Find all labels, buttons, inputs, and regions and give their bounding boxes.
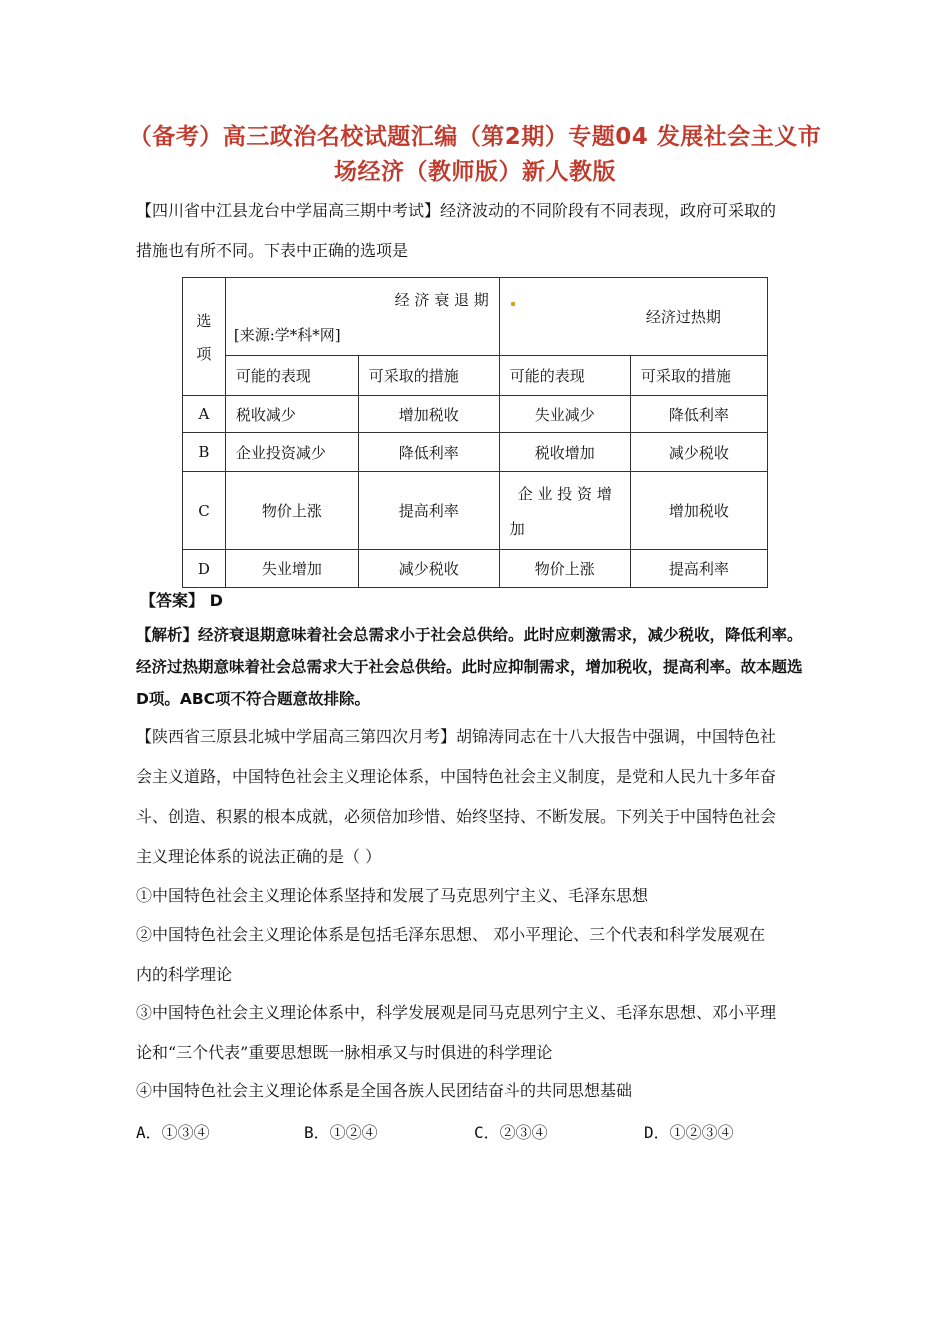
cell: 增加税收 (630, 472, 767, 550)
document-title-line-2: 场经济（教师版）新人教版 (334, 159, 616, 185)
option-header-char-1: 选 (196, 311, 212, 330)
analysis-line-3: D项。ABC项不符合题意故排除。 (136, 690, 371, 708)
row-option-b: B (183, 433, 226, 472)
decorative-dot (511, 302, 515, 306)
table-row (183, 472, 768, 550)
sub-header-recession-measures: 可采取的措施 (358, 356, 499, 396)
analysis-line-1: 【解析】经济衰退期意味着社会总需求小于社会总供给。此时应刺激需求，减少税收，降低利率。 (136, 626, 803, 644)
row-option-a: A (183, 396, 226, 433)
recession-header: 经 济 衰 退 期 (394, 290, 489, 309)
table-row (183, 433, 768, 472)
row-option-d: D (183, 550, 226, 588)
statement-3-line-2: 论和“三个代表”重要思想既一脉相承又与时俱进的科学理论 (136, 1043, 553, 1062)
statement-4: ④中国特色社会主义理论体系是全国各族人民团结奋斗的共同思想基础 (136, 1081, 633, 1100)
overheat-header-cell (499, 278, 767, 356)
recession-header-cell (225, 278, 499, 356)
q2-stem-line-3: 斗、创造、积累的根本成就，必须倍加珍惜、始终坚持、不断发展。下列关于中国特色社会 (136, 807, 777, 826)
q2-stem-line-2: 会主义道路，中国特色社会主义理论体系，中国特色社会主义制度，是党和人民九十多年奋 (136, 767, 777, 786)
choice-c: C．②③④ (474, 1123, 548, 1142)
cell: 减少税收 (630, 433, 767, 472)
row-option-c: C (183, 472, 226, 550)
table-row (183, 396, 768, 433)
sub-header-overheat-measures: 可采取的措施 (630, 356, 767, 396)
cell: 失业减少 (499, 396, 630, 433)
statement-2-line-1: ②中国特色社会主义理论体系是包括毛泽东思想、 邓小平理论、三个代表和科学发展观在 (136, 925, 766, 944)
sub-header-recession-signs: 可能的表现 (225, 356, 358, 396)
q1-stem-line-2: 措施也有所不同。下表中正确的选项是 (136, 241, 409, 260)
cell: 税收增加 (499, 433, 630, 472)
cell: 降低利率 (630, 396, 767, 433)
statement-3-line-1: ③中国特色社会主义理论体系中，科学发展观是同马克思列宁主义、毛泽东思想、邓小平理 (136, 1003, 777, 1022)
document-title-line-1: （备考）高三政治名校试题汇编（第2期）专题04 发展社会主义市 (128, 124, 822, 150)
choice-b: B．①②④ (304, 1123, 378, 1142)
cell: 提高利率 (358, 472, 499, 550)
sub-header-overheat-signs: 可能的表现 (499, 356, 630, 396)
cell: 失业增加 (225, 550, 358, 588)
option-header-char-2: 项 (196, 344, 212, 363)
q1-stem-line-1: 【四川省中江县龙台中学届高三期中考试】经济波动的不同阶段有不同表现，政府可采取的 (136, 201, 777, 220)
cell: 增加税收 (358, 396, 499, 433)
cell: 降低利率 (358, 433, 499, 472)
options-table (182, 277, 768, 588)
statement-2-line-2: 内的科学理论 (136, 965, 233, 984)
table-row (183, 550, 768, 588)
cell: 物价上涨 (499, 550, 630, 588)
cell-line-1: 企 业 投 资 增 (517, 484, 612, 503)
recession-source: [来源:学*科*网] (233, 325, 341, 344)
cell-line-2: 加 (509, 519, 525, 538)
choice-a: A．①③④ (136, 1123, 210, 1142)
q2-stem-line-4: 主义理论体系的说法正确的是（ ） (136, 847, 382, 866)
answer-value: D (209, 591, 223, 610)
statement-1: ①中国特色社会主义理论体系坚持和发展了马克思列宁主义、毛泽东思想 (136, 886, 649, 905)
cell: 减少税收 (358, 550, 499, 588)
cell: 企业投资减少 (225, 433, 358, 472)
choice-d: D．①②③④ (644, 1123, 734, 1142)
answer-line (140, 590, 223, 612)
cell: 提高利率 (630, 550, 767, 588)
q2-stem-line-1: 【陕西省三原县北城中学届高三第四次月考】胡锦涛同志在十八大报告中强调，中国特色社 (136, 727, 777, 746)
option-header-cell (183, 278, 226, 396)
cell: 物价上涨 (225, 472, 358, 550)
answer-label: 【答案】 (140, 591, 205, 610)
analysis-line-2: 经济过热期意味着社会总需求大于社会总供给。此时应抑制需求，增加税收，提高利率。故本题选 (136, 658, 803, 676)
overheat-header: 经济过热期 (645, 308, 721, 326)
cell: 税收减少 (225, 396, 358, 433)
cell-wrapped (499, 472, 630, 550)
